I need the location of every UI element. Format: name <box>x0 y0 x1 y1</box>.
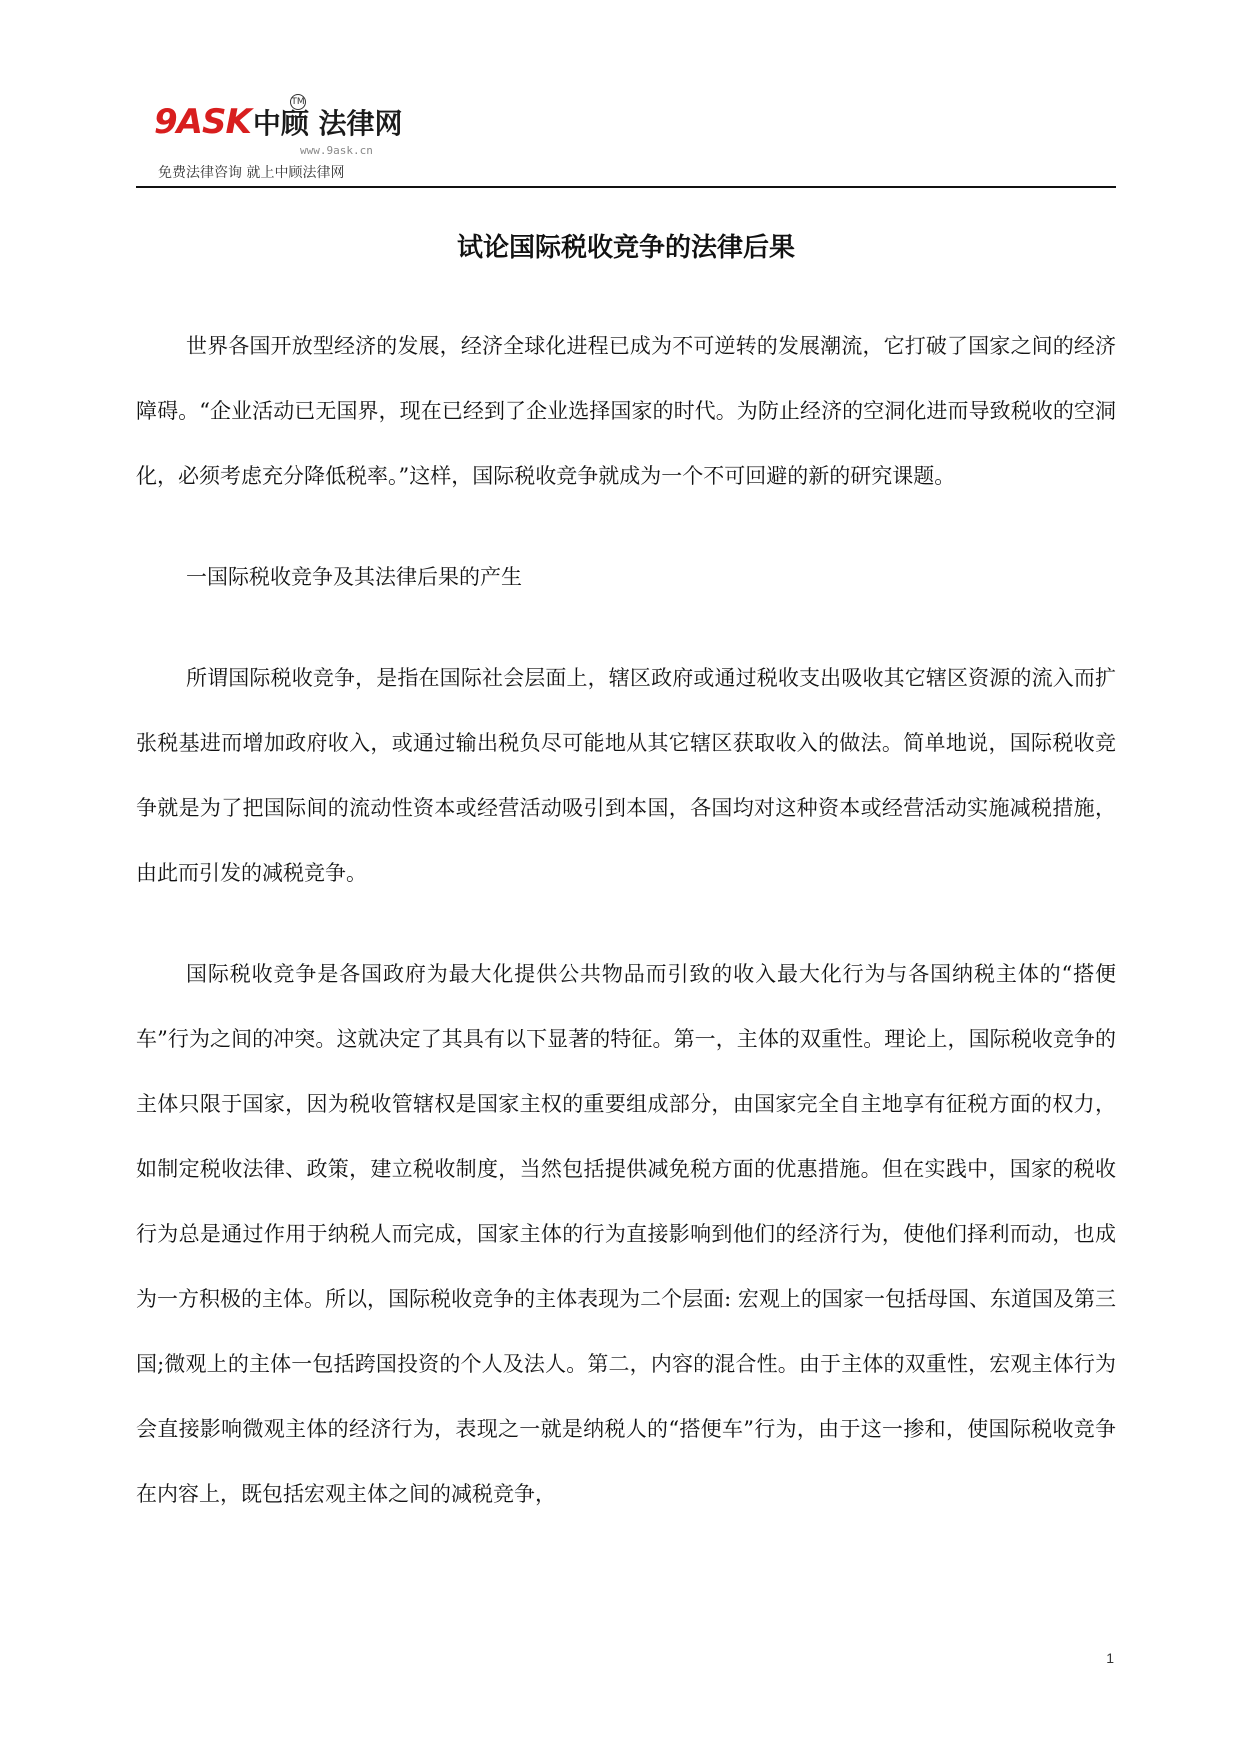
logo-brand: 9ASK <box>154 102 251 142</box>
trademark-icon: TM <box>290 94 306 110</box>
document-title: 试论国际税收竞争的法律后果 <box>456 233 795 263</box>
logo-slogan: 免费法律咨询 就上中顾法律网 <box>158 165 345 181</box>
page-header <box>136 88 1116 188</box>
paragraph: 国际税收竞争是各国政府为最大化提供公共物品而引致的收入最大化行为与各国纳税主体的“搭便车”行为之间的冲突。这就决定了其具有以下显著的特征。第一，主体的双重性。理论上，国际税收竞争的主体只限于国家，因为税收管辖权是国家主权的重要组成部分，由国家完全自主地享有征税方面的权力，如制定税收法律、政策，建立税收制度，当然包括提供减免税方面的优惠措施。但在实践中，国家的税收行为总是通过作用于纳税人而完成，国家主体的行为直接影响到他们的经济行为，使他们择利而动，也成为一方积极的主体。所以，国际税收竞争的主体表现为二个层面: 宏观上的国家一包括母国、东道国及第三国;微观上的主体一包括跨国投资的个人及法人。第二，内容的混合性。由于主体的双重性，宏观主体行为会直接影响微观主体的经济行为，表现之一就是纳税人的“搭便车”行为，由于这一掺和，使国际税收竞争在内容上，既包括宏观主体之间的减税竞争， <box>136 962 1116 1506</box>
header-divider <box>136 186 1116 188</box>
section-heading: 一国际税收竞争及其法律后果的产生 <box>186 565 522 589</box>
logo-url: www.9ask.cn <box>300 144 373 157</box>
site-logo <box>154 94 414 184</box>
document-body <box>136 314 1116 1563</box>
logo-wordmark <box>154 102 403 144</box>
page-number: 1 <box>1106 1650 1114 1666</box>
paragraph: 所谓国际税收竞争，是指在国际社会层面上，辖区政府或通过税收支出吸收其它辖区资源的流入而扩张税基进而增加政府收入，或通过输出税负尽可能地从其它辖区获取收入的做法。简单地说，国际税收竞争就是为了把国际间的流动性资本或经营活动吸引到本国，各国均对这种资本或经营活动实施减税措施，由此而引发的减税竞争。 <box>136 666 1116 885</box>
paragraph: 世界各国开放型经济的发展，经济全球化进程已成为不可逆转的发展潮流，它打破了国家之间的经济障碍。“企业活动已无国界，现在已经到了企业选择国家的时代。为防止经济的空洞化进而导致税收的空洞化，必须考虑充分降低税率。”这样，国际税收竞争就成为一个不可回避的新的研究课题。 <box>136 334 1116 488</box>
logo-name: 中顾 法律网 <box>252 107 403 140</box>
